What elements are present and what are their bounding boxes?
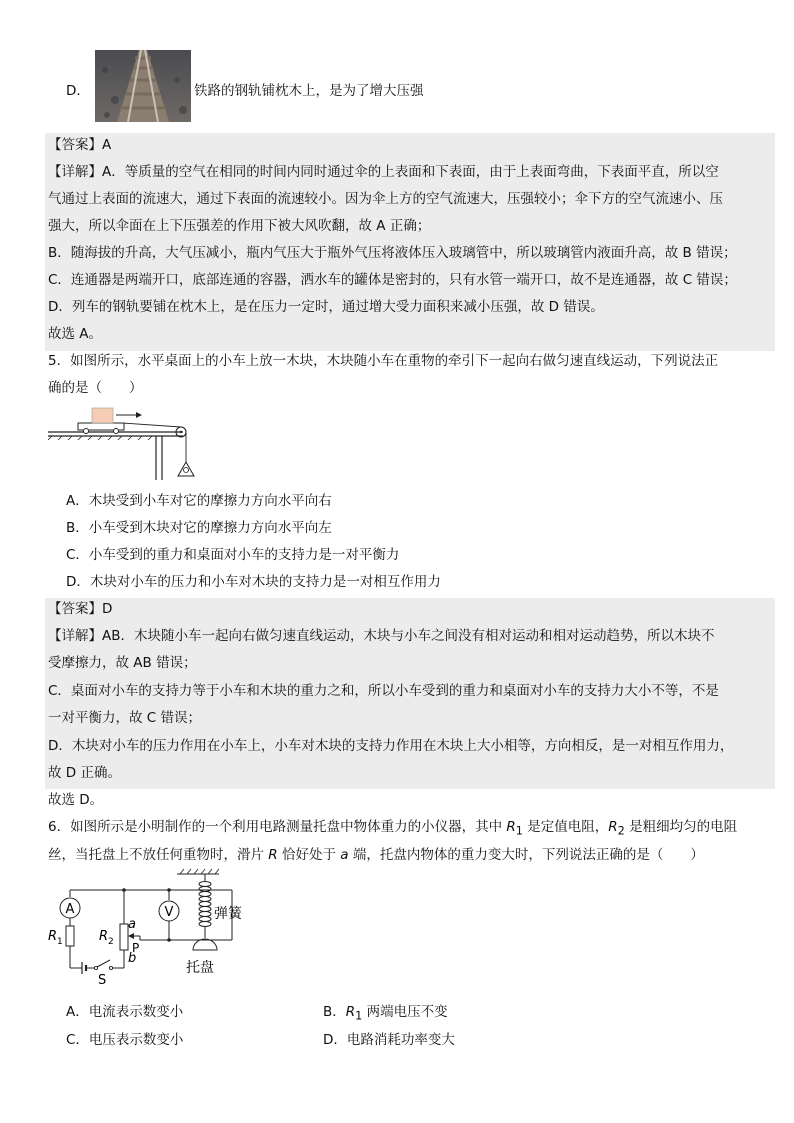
- q5-option-a: A．木块受到小车对它的摩擦力方向水平向右: [66, 493, 332, 509]
- r2-label: R: [99, 929, 109, 944]
- q6-option-a: A．电流表示数变小: [66, 1004, 184, 1020]
- q5-detail-line-2: 受摩擦力，故 AB 错误；: [48, 655, 197, 671]
- q6-option-b: B．$R_1$ 两端电压不变: [323, 1004, 448, 1023]
- q6-option-c: C．电压表示数变小: [66, 1032, 184, 1048]
- spring-label: 弹簧: [214, 906, 242, 922]
- q5-answer: 【答案】D: [48, 601, 113, 617]
- q5-stem-line-2: 确的是（ ）: [48, 380, 143, 396]
- r1-label: R: [48, 929, 58, 944]
- r2-sub: 2: [108, 937, 114, 947]
- q5-cart-figure: [48, 400, 208, 482]
- ammeter-label: A: [65, 902, 75, 917]
- q4-detail-line-4: B．随海拔的升高，大气压减小，瓶内气压大于瓶外气压将液体压入玻璃管中，所以玻璃管内液面升高，故 B 错误；: [48, 245, 737, 261]
- q5-detail-line-1: 【详解】AB．木块随小车一起向右做匀速直线运动，木块与小车之间没有相对运动和相对运动趋势，所以木块不: [48, 628, 715, 644]
- end-b-label: b: [128, 951, 137, 966]
- q6-stem-line-1: 6．如图所示是小明制作的一个利用电路测量托盘中物体重力的小仪器，其中 $R_1$ 是定值电阻，$R_2$ 是粗细均匀的电阻: [48, 819, 738, 838]
- slider-p-label: P: [132, 941, 140, 955]
- r1-sub: 1: [57, 937, 63, 947]
- voltmeter-label: V: [164, 905, 174, 920]
- q6-option-d: D．电路消耗功率变大: [323, 1032, 455, 1048]
- tray-label: 托盘: [186, 960, 214, 976]
- q4-detail-line-6: D．列车的钢轨要铺在枕木上，是在压力一定时，通过增大受力面积来减小压强，故 D 错误。: [48, 299, 604, 315]
- q4-detail-line-5: C．连通器是两端开口，底部连通的容器，洒水车的罐体是密封的，只有水管一端开口，故不是连通器，故 C 错误；: [48, 272, 737, 288]
- q4-option-d-text: 铁路的钢轨铺枕木上，是为了增大压强: [194, 83, 424, 99]
- railway-track-photo: [95, 50, 191, 122]
- q5-detail-line-6: 故 D 正确。: [48, 765, 121, 781]
- end-a-label: a: [128, 917, 136, 932]
- q4-detail-line-1: 【详解】A．等质量的空气在相同的时间内同时通过伞的上表面和下表面，由于上表面弯曲，下表面平直，所以空: [48, 164, 719, 180]
- switch-label: S: [98, 973, 107, 986]
- q5-detail-line-4: 一对平衡力，故 C 错误；: [48, 710, 202, 726]
- q5-option-b: B．小车受到木块对它的摩擦力方向水平向左: [66, 520, 332, 536]
- q6-circuit-drawing: [44, 868, 284, 986]
- q5-detail-line-5: D．木块对小车的压力作用在小车上，小车对木块的支持力作用在木块上大小相等，方向相反，是一对相互作用力，: [48, 738, 734, 754]
- q4-answer: 【答案】A: [48, 137, 112, 153]
- q5-detail-line-3: C．桌面对小车的支持力等于小车和木块的重力之和，所以小车受到的重力和桌面对小车的支持力大小不等，不是: [48, 683, 719, 699]
- q5-option-c: C．小车受到的重力和桌面对小车的支持力是一对平衡力: [66, 547, 400, 563]
- q5-option-d: D．木块对小车的压力和小车对木块的支持力是一对相互作用力: [66, 574, 441, 590]
- q5-stem-line-1: 5．如图所示，水平桌面上的小车上放一木块，木块随小车在重物的牵引下一起向右做匀速直线运动，下列说法正: [48, 353, 719, 369]
- q4-option-d-letter: D．: [66, 83, 90, 99]
- q4-detail-line-7: 故选 A。: [48, 326, 103, 342]
- q5-detail-line-7: 故选 D。: [48, 792, 104, 808]
- q4-detail-line-3: 强大，所以伞面在上下压强差的作用下被大风吹翻，故 A 正确；: [48, 218, 431, 234]
- q4-detail-line-2: 气通过上表面的流速大，通过下表面的流速较小。因为伞上方的空气流速大，压强较小；伞下方的空气流速小、压: [48, 191, 723, 207]
- q6-stem-line-2: 丝，当托盘上不放任何重物时，滑片 R 恰好处于 a 端，托盘内物体的重力变大时，下列说法正确的是（ ）: [48, 847, 704, 863]
